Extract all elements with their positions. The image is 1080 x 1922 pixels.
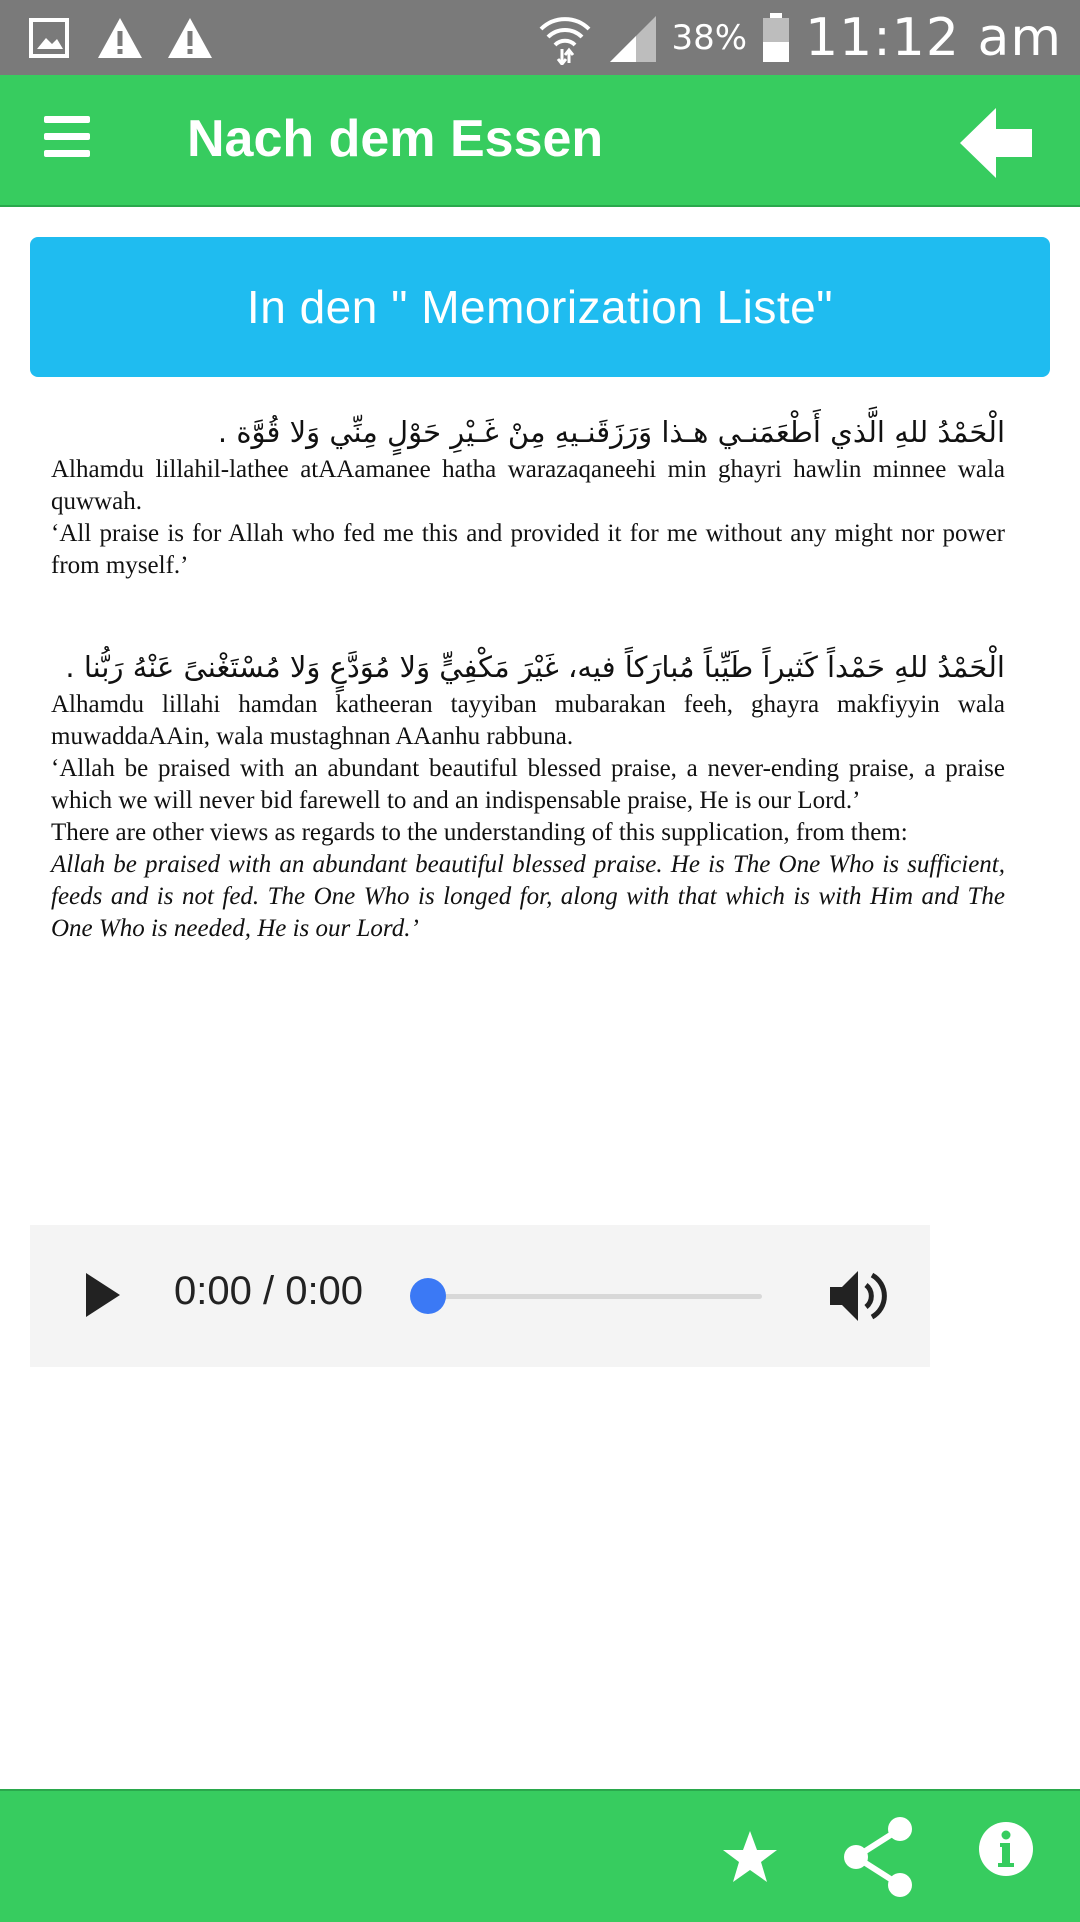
back-arrow-icon[interactable] [958,106,1034,180]
warning-icon [96,14,144,62]
audio-player [30,1225,930,1367]
status-bar [0,0,1080,75]
info-icon[interactable] [978,1821,1034,1877]
play-icon[interactable] [86,1273,120,1317]
audio-seek-bar[interactable] [428,1294,762,1299]
star-icon[interactable] [722,1829,778,1885]
dua-2-arabic: الْحَمْدُ للهِ حَمْداً كَثيراً طَيِّباً مُبارَكاً فيه، غَيْرَ مَكْفِيٍّ وَلا مُوَدَّعٍ وَلا مُسْتَغْنىً عَنْهُ رَبُّنا . [65,650,1005,684]
share-icon[interactable] [840,1815,916,1899]
dua-1-arabic: الْحَمْدُ للهِ الَّذي أَطْعَمَنـي هـذا وَرَزَقَنـيهِ مِنْ غَـيْرِ حَوْلٍ مِنِّي وَلا قُوَّة . [217,415,1005,449]
battery-icon [761,12,791,64]
bottom-bar [0,1789,1080,1922]
page-title: Nach dem Essen [187,110,604,168]
battery-percent: 38% [671,17,748,58]
clock: 11:12 am [805,7,1062,68]
dua-2 [51,645,1005,945]
warning-icon [166,14,214,62]
dua-2-alternate: Allah be praised with an abundant beautiful blessed praise. He is The One Who is sufficient, feeds and is not fed. The One Who is longed for, along with that which is with Him and The One Who is needed, He is our Lord.’ [51,851,1005,942]
dua-1-translation: ‘All praise is for Allah who fed me this and provided it for me without any might nor power from myself.’ [51,520,1005,579]
audio-time: 0:00 / 0:00 [174,1269,364,1313]
add-to-memorization-button[interactable]: In den " Memorization Liste" [30,237,1050,377]
wifi-icon [538,11,592,65]
audio-seek-thumb[interactable] [410,1278,446,1314]
volume-icon[interactable] [828,1267,890,1325]
signal-icon [606,12,658,64]
menu-icon[interactable] [44,116,94,160]
dua-2-transliteration: Alhamdu lillahi hamdan katheeran tayyiban mubarakan feeh, ghayra makfiyyin wala muwaddaAAin, wala mustaghnan AAanhu rabbuna. [51,691,1005,750]
dua-2-translation: ‘Allah be praised with an abundant beautiful blessed praise, a never-ending praise, a praise which we will never bid farewell to and an indispensable praise, He is our Lord.’ [51,755,1005,814]
dua-1-transliteration: Alhamdu lillahil-lathee atAAamanee hatha warazaqaneehi min ghayri hawlin minnee wala quwwah. [51,456,1005,515]
app-bar [0,75,1080,207]
image-icon [26,14,74,62]
dua-1 [51,410,1005,582]
dua-2-note: There are other views as regards to the understanding of this supplication, from them: [51,819,908,846]
